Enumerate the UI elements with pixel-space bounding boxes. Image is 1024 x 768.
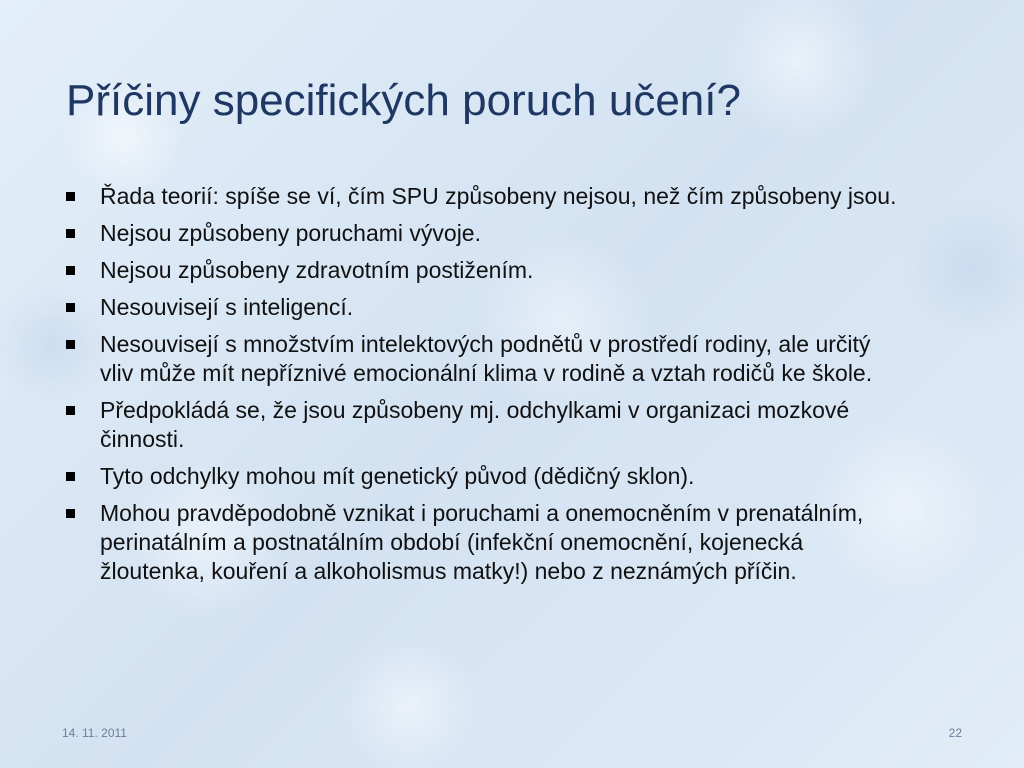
square-bullet-icon	[66, 509, 75, 518]
list-item	[66, 330, 906, 388]
list-item-text: Předpokládá se, že jsou způsobeny mj. odchylkami v organizaci mozkové činnosti.	[100, 397, 850, 452]
list-item	[66, 219, 906, 248]
square-bullet-icon	[66, 303, 75, 312]
list-item	[66, 293, 906, 322]
square-bullet-icon	[66, 340, 75, 349]
list-item	[66, 499, 906, 586]
slide-title: Příčiny specifických poruch učení?	[66, 76, 741, 125]
square-bullet-icon	[66, 472, 75, 481]
square-bullet-icon	[66, 266, 75, 275]
list-item	[66, 182, 906, 211]
list-item	[66, 256, 906, 285]
square-bullet-icon	[66, 406, 75, 415]
footer-page-number: 22	[948, 726, 962, 740]
list-item-text: Řada teorií: spíše se ví, čím SPU způsobeny nejsou, než čím způsobeny jsou.	[100, 183, 897, 209]
list-item-text: Mohou pravděpodobně vznikat i poruchami a onemocněním v prenatálním, perinatálním a postnatálním období (infekční onemocnění, kojenecká žloutenka, kouření a alkoholismus matky!) nebo z neznámých příčin.	[100, 500, 864, 584]
list-item	[66, 462, 906, 491]
list-item	[66, 396, 906, 454]
list-item-text: Tyto odchylky mohou mít genetický původ (dědičný sklon).	[100, 463, 695, 489]
list-item-text: Nesouvisejí s množstvím intelektových podnětů v prostředí rodiny, ale určitý vliv může mít nepříznivé emocionální klima v rodině a vztah rodičů ke škole.	[100, 331, 873, 386]
list-item-text: Nejsou způsobeny poruchami vývoje.	[100, 220, 481, 246]
footer-date: 14. 11. 2011	[62, 726, 127, 740]
list-item-text: Nejsou způsobeny zdravotním postižením.	[100, 257, 534, 283]
square-bullet-icon	[66, 229, 75, 238]
bullet-list	[66, 182, 906, 594]
square-bullet-icon	[66, 192, 75, 201]
list-item-text: Nesouvisejí s inteligencí.	[100, 294, 354, 320]
